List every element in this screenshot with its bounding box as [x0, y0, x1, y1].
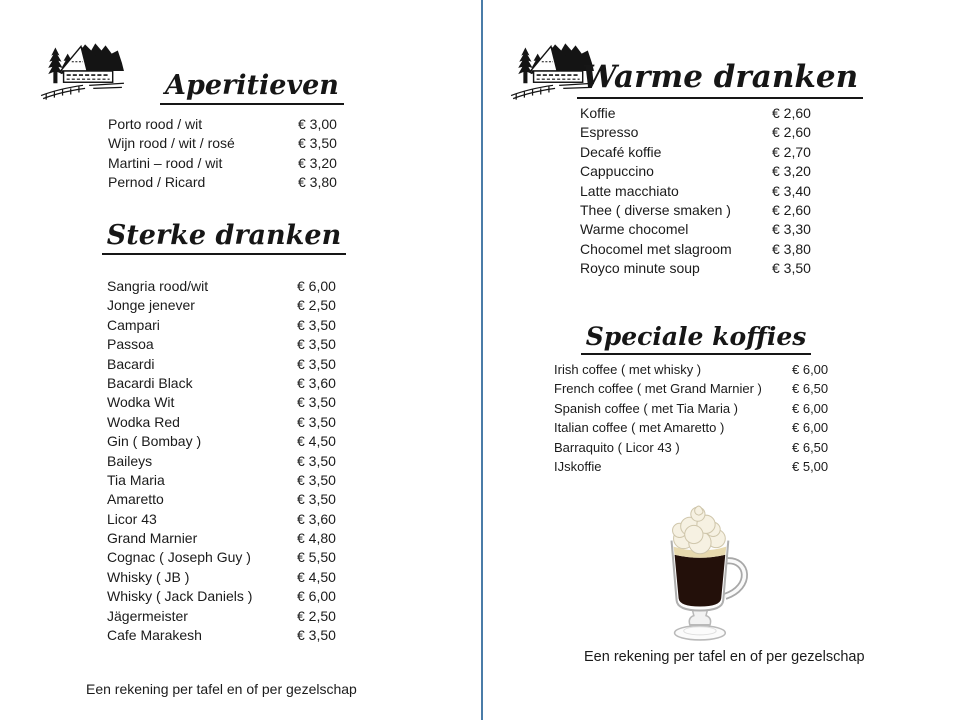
item-name: Koffie [580, 105, 616, 121]
item-price: € 3,50 [297, 471, 336, 488]
sterke-dranken-item-list [107, 277, 336, 645]
item-price: € 2,60 [772, 201, 811, 218]
menu-item-row [108, 134, 337, 153]
item-price: € 3,20 [298, 154, 337, 171]
item-price: € 3,50 [298, 135, 337, 152]
item-price: € 2,60 [772, 105, 811, 121]
item-name: Cafe Marakesh [107, 627, 202, 644]
item-price: € 3,50 [297, 355, 336, 372]
section-title-text: Aperitieven [160, 70, 344, 105]
item-name: Warme chocomel [580, 221, 689, 238]
item-name: Italian coffee ( met Amaretto ) [554, 420, 725, 436]
aperitieven-item-list [108, 115, 337, 193]
menu-item-row [107, 568, 336, 587]
item-name: Thee ( diverse smaken ) [580, 201, 731, 218]
item-price: € 3,50 [297, 452, 336, 469]
item-name: Spanish coffee ( met Tia Maria ) [554, 400, 739, 416]
item-name: Chocomel met slagroom [580, 240, 732, 257]
item-name: Campari [107, 316, 160, 333]
menu-item-row [580, 182, 811, 201]
menu-item-row [554, 360, 829, 379]
item-price: € 3,60 [297, 374, 336, 391]
item-price: € 3,50 [772, 260, 811, 277]
menu-item-row [580, 259, 811, 278]
menu-item-row [580, 220, 811, 239]
item-price: € 4,50 [297, 433, 336, 450]
item-name: Wodka Wit [107, 394, 175, 411]
item-name: IJskoffie [554, 458, 602, 474]
section-title-warme-dranken [570, 59, 870, 99]
section-title-text: Speciale koffies [581, 322, 812, 355]
section-title-sterke-dranken [74, 220, 374, 255]
section-title-aperitieven [102, 70, 402, 105]
footer-note-left: Een rekening per tafel en of per gezelschap [86, 681, 357, 697]
item-name: Barraquito ( Licor 43 ) [554, 439, 680, 455]
item-name: Grand Marnier [107, 530, 198, 547]
item-name: Whisky ( JB ) [107, 568, 190, 585]
item-price: € 6,00 [792, 400, 829, 416]
menu-item-row [580, 240, 811, 259]
menu-item-row [107, 452, 336, 471]
item-price: € 6,50 [792, 439, 829, 455]
item-name: French coffee ( met Grand Marnier ) [554, 381, 762, 397]
item-name: Espresso [580, 124, 639, 141]
menu-item-row [107, 529, 336, 548]
menu-item-row [554, 418, 829, 437]
item-price: € 6,50 [792, 381, 829, 397]
item-price: € 6,00 [792, 420, 829, 436]
item-name: Wodka Red [107, 413, 180, 430]
item-price: € 6,00 [792, 362, 829, 377]
menu-item-row [107, 510, 336, 529]
item-name: Decafé koffie [580, 143, 662, 160]
menu-item-row [554, 399, 829, 418]
item-name: Passoa [107, 336, 154, 353]
section-title-text: Sterke dranken [102, 220, 346, 255]
section-title-text: Warme dranken [577, 59, 863, 99]
item-price: € 3,50 [297, 413, 336, 430]
menu-item-row [107, 393, 336, 412]
item-price: € 5,50 [297, 549, 336, 566]
menu-item-row [108, 173, 337, 192]
item-price: € 3,50 [297, 336, 336, 353]
item-price: € 3,20 [772, 163, 811, 180]
item-price: € 3,50 [297, 394, 336, 411]
item-name: Jägermeister [107, 607, 188, 624]
item-price: € 5,00 [792, 458, 829, 474]
item-name: Porto rood / wit [108, 116, 203, 132]
item-name: Royco minute soup [580, 260, 700, 277]
item-name: Pernod / Ricard [108, 174, 206, 191]
item-price: € 2,70 [772, 143, 811, 160]
item-price: € 3,50 [297, 491, 336, 508]
menu-item-row [580, 104, 811, 123]
menu-item-row [107, 587, 336, 606]
menu-item-row [107, 335, 336, 354]
item-name: Gin ( Bombay ) [107, 433, 202, 450]
menu-item-row [107, 413, 336, 432]
speciale-koffies-item-list [554, 360, 829, 476]
item-name: Tia Maria [107, 471, 165, 488]
item-price: € 6,00 [297, 588, 336, 605]
menu-item-row [107, 316, 336, 335]
menu-item-row [107, 432, 336, 451]
menu-item-row [554, 438, 829, 457]
irish-coffee-glass-image [648, 502, 762, 644]
warme-dranken-item-list [580, 104, 811, 279]
item-name: Baileys [107, 452, 153, 469]
menu-item-row [107, 626, 336, 645]
item-name: Wijn rood / wit / rosé [108, 135, 235, 152]
item-price: € 4,80 [297, 530, 336, 547]
item-price: € 2,50 [297, 297, 336, 314]
item-price: € 3,60 [297, 510, 336, 527]
menu-item-row [107, 374, 336, 393]
item-name: Cappuccino [580, 163, 654, 180]
section-title-speciale-koffies [546, 322, 846, 355]
item-name: Whisky ( Jack Daniels ) [107, 588, 253, 605]
menu-item-row [107, 607, 336, 626]
item-name: Amaretto [107, 491, 164, 508]
item-price: € 6,00 [297, 278, 336, 294]
menu-item-row [107, 548, 336, 567]
item-price: € 3,80 [298, 174, 337, 191]
menu-item-row [554, 379, 829, 398]
menu-item-row [107, 490, 336, 509]
item-price: € 2,50 [297, 607, 336, 624]
item-price: € 3,80 [772, 240, 811, 257]
menu-item-row [580, 123, 811, 142]
item-name: Sangria rood/wit [107, 278, 209, 294]
item-name: Bacardi [107, 355, 155, 372]
item-price: € 3,00 [298, 116, 337, 132]
menu-item-row [107, 296, 336, 315]
item-name: Jonge jenever [107, 297, 195, 314]
menu-item-row [107, 355, 336, 374]
item-name: Irish coffee ( met whisky ) [554, 362, 702, 377]
item-name: Latte macchiato [580, 182, 679, 199]
footer-note-right: Een rekening per tafel en of per gezelschap [584, 649, 865, 665]
item-price: € 4,50 [297, 568, 336, 585]
menu-item-row [107, 277, 336, 296]
page-divider [481, 0, 483, 720]
menu-item-row [107, 471, 336, 490]
menu-item-row [554, 457, 829, 476]
item-name: Cognac ( Joseph Guy ) [107, 549, 251, 566]
item-name: Licor 43 [107, 510, 157, 527]
menu-item-row [580, 201, 811, 220]
item-price: € 3,40 [772, 182, 811, 199]
item-price: € 3,50 [297, 316, 336, 333]
menu-item-row [108, 154, 337, 173]
item-name: Martini – rood / wit [108, 154, 223, 171]
menu-item-row [580, 143, 811, 162]
item-price: € 3,50 [297, 627, 336, 644]
item-price: € 3,30 [772, 221, 811, 238]
item-price: € 2,60 [772, 124, 811, 141]
menu-item-row [580, 162, 811, 181]
item-name: Bacardi Black [107, 374, 193, 391]
menu-item-row [108, 115, 337, 134]
